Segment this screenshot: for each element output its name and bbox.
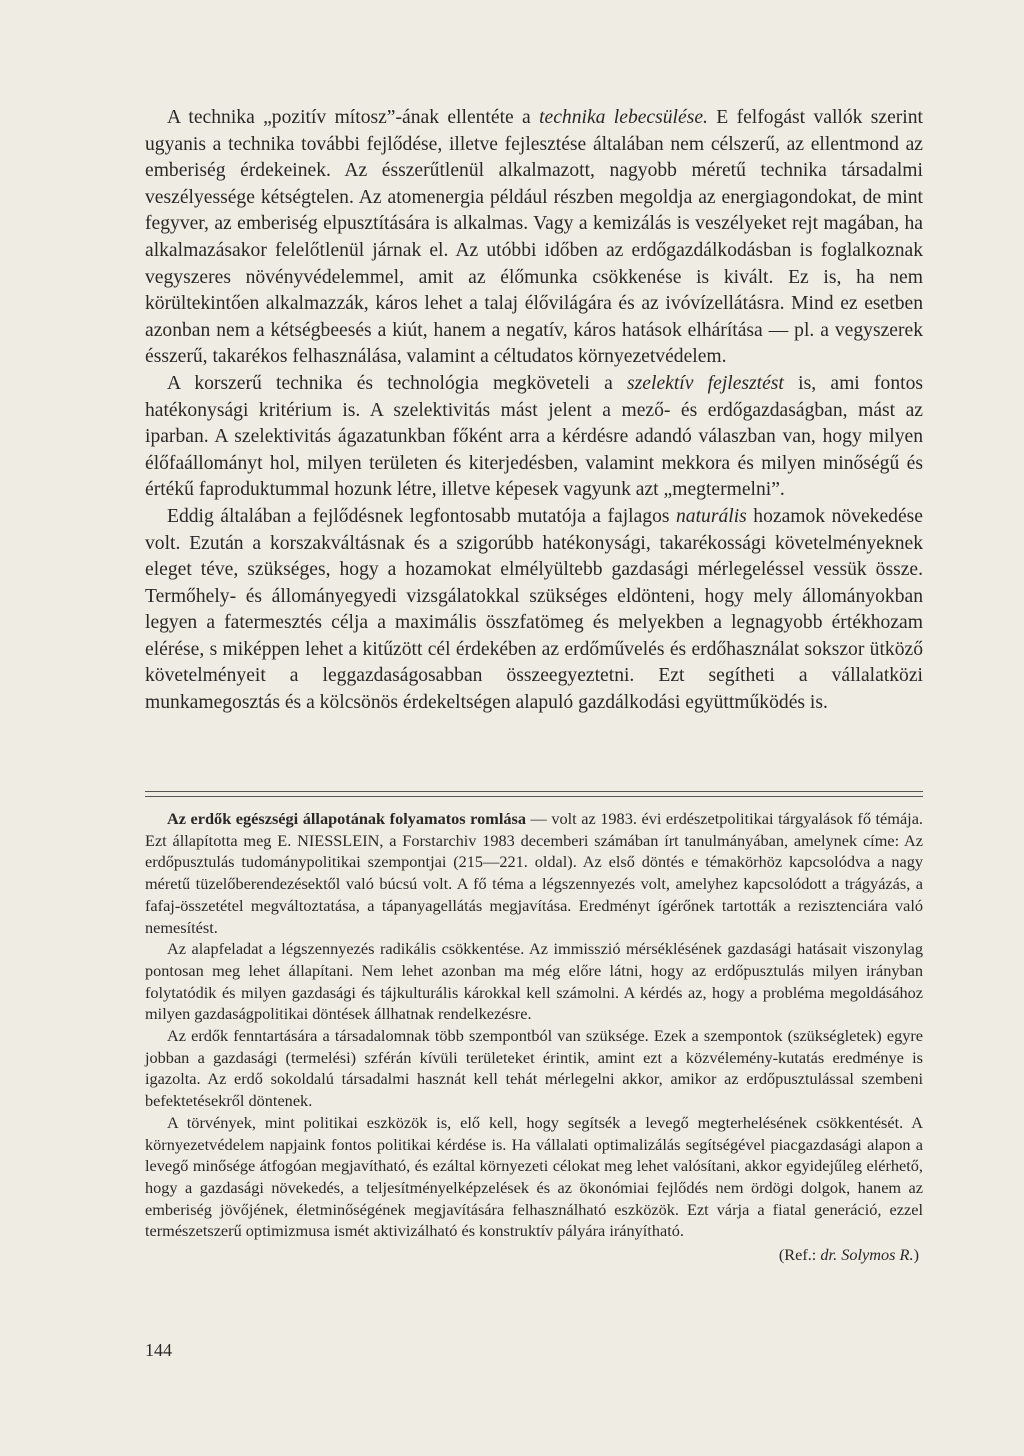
- note-heading: Az erdők egészségi állapotának folyamatos romlása: [167, 809, 526, 828]
- review-notes: [145, 808, 923, 1266]
- reference-credit: (Ref.: dr. Solymos R.): [778, 1245, 919, 1265]
- note-paragraph-4: A törvények, mint politikai eszközök is, elő kell, hogy segítsék a levegő megterhelésének csökkentését. A környezetvédelem napjaink fontos politikai kérdése is. Ha vállalati optimalizálás segítségével piacgazdasági alapon a levegő minősége átfogóan megjavítható, és ezáltal környezeti célokat meg lehet valósítani, akkor egyidejűleg elérhető, hogy a gazdasági növekedés, a teljesítményelképzelések és az ökonómiai fejlődés nem ördögi dolgok, hanem az emberiség jövőjének, életminőségének megjavítására felhasználható eszközök. Ezt várja a fiatal generáció, ezzel természetszerű optimizmusa ismét aktivizálható és konstruktív pályára irányítható.: [145, 1112, 923, 1241]
- divider-rule: [145, 791, 923, 792]
- paragraph-1: A technika „pozitív mítosz”-ának ellentéte a technika lebecsülése. E felfogást vallók szerint ugyanis a technika további fejlődése, illetve fejlesztése általában nem célszerű, az ellentmond az emberiség érdekeinek. Az ésszerűtlenül alkalmazott, nagyobb méretű technika társadalmi veszélyessége kétségtelen. Az atomenergia például részben megoldja az energiagondokat, de mint fegyver, az emberiség elpusztítására is alkalmas. Vagy a kemizálás is veszélyeket rejt magában, ha alkalmazásakor felelőtlenül járnak el. Az utóbbi időben az erdőgazdálkodásban is foglalkoznak vegyszeres növényvédelemmel, amit az élőmunka csökkenése is kivált. Ez is, ha nem körültekintően alkalmazzák, káros lehet a talaj élővilágára és az ivóvízellátásra. Mind ez esetben azonban nem a kétségbeesés a kiút, hanem a negatív, káros hatások elhárítása — pl. a vegyszerek ésszerű, takarékos felhasználása, valamint a céltudatos környezetvédelem.: [145, 107, 923, 368]
- note-paragraph-3: Az erdők fenntartására a társadalomnak több szempontból van szüksége. Ezek a szempontok (szükségletek) egyre jobban a gazdasági (termelési) szférán kívüli területeket érintik, amint ezt a közvélemény-kutatás eredménye is igazolta. Az erdő sokoldalú társadalmi hasznát kell tehát mérlegelni akkor, amikor az erdőpusztulással szembeni befektetésekről döntenek.: [145, 1026, 923, 1111]
- emphasis: technika lebecsülése.: [539, 107, 708, 128]
- paragraph-3: Eddig általában a fejlődésnek legfontosabb mutatója a fajlagos naturális hozamok növekedése volt. Ezután a korszakváltásnak és a szigorúbb hatékonysági, takarékossági követelményeknek eleget téve, szükséges, hogy a hozamokat elmélyültebb gazdasági mérlegeléssel vessük össze. Termőhely- és állományegyedi vizsgálatokkal szükséges eldönteni, hogy mely állományokban legyen a fatermesztés célja a maximális összfatömeg és melyekben a legnagyobb értékhozam elérése, s miképpen lehet a kitűzött cél érdekében az erdőművelés és erdőhasználat sokszor ütköző követelményeit a leggazdaságosabban összeegyeztetni. Ezt segítheti a vállalatközi munkamegosztás és a kölcsönös érdekeltségen alapuló gazdálkodási együttműködés is.: [145, 505, 923, 714]
- note-paragraph-2: Az alapfeladat a légszennyezés radikális csökkentése. Az immisszió mérséklésének gazdasági hatásait viszonylag pontosan meg lehet állapítani. Nem lehet azonban ma még előre látni, hogy az erdőpusztulás milyen irányban folytatódik és milyen gazdasági és tájkulturális károkkal kell számolni. A kérdés az, hogy a probléma megoldásához milyen gazdaságpolitikai döntések állhatnak rendelkezésre.: [145, 939, 923, 1024]
- main-text: [145, 105, 923, 717]
- page-number: 144: [145, 1340, 172, 1360]
- emphasis: szelektív fejlesztést: [627, 372, 784, 394]
- paragraph-2: A korszerű technika és technológia megköveteli a szelektív fejlesztést is, ami fontos hatékonysági kritérium is. A szelektivitás mást jelent a mező- és erdőgazdaságban, mást az iparban. A szelektivitás ágazatunkban főként arra a kérdésre adandó válaszban van, hogy milyen élőfaállományt hol, milyen területen és kiterjedésben, valamint mekkora és milyen minőségű és értékű faproduktummal hozunk létre, illetve képesek vagyunk azt „megtermelni”.: [145, 372, 924, 501]
- note-paragraph-1: Az erdők egészségi állapotának folyamatos romlása — volt az 1983. évi erdészetpolitikai tárgyalások fő témája. Ezt állapította meg E. NIESSLEIN, a Forstarchiv 1983 decemberi számában írt tanulmányában, amelynek címe: Az erdőpusztulás tudománypolitikai szempontjai (215—221. oldal). Az első döntés e témakörhöz kapcsolódva a nagy méretű tüzelőberendezésektől való búcsú volt. A fő téma a légszennyezés volt, amelyhez kapcsolódott a trágyázás, a fafaj-összetétel megváltoztatása, a tápanyagellátás megjavítása. Eredményt ígérőnek tartották a rezisztenciára való nemesítést.: [145, 809, 923, 937]
- emphasis: naturális: [676, 505, 747, 527]
- divider-rule: [145, 796, 923, 797]
